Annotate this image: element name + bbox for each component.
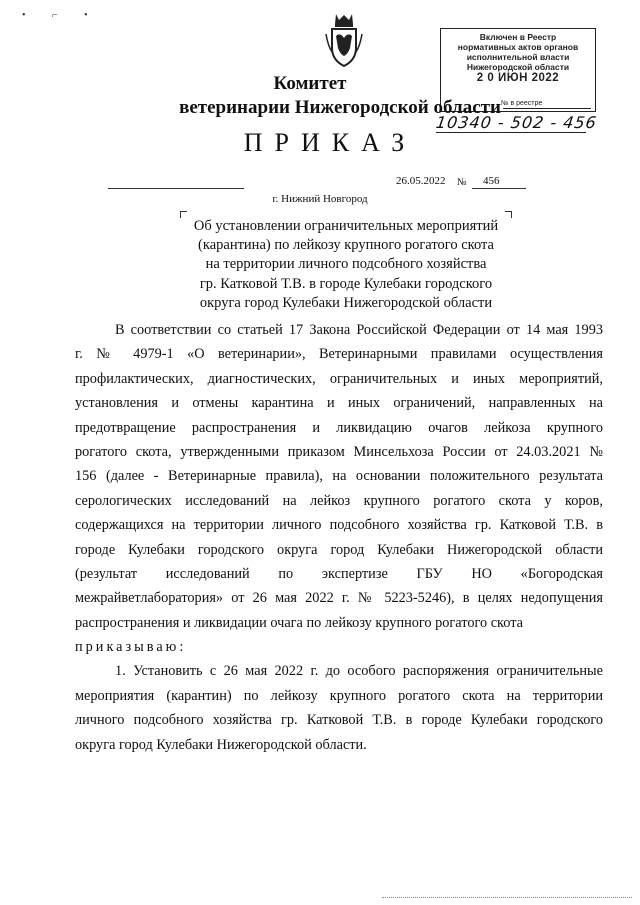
document-type-title: ПРИКАЗ	[243, 128, 417, 157]
body-line: серологических исследований на лейкоз крупного рогатого скота у коров,	[75, 492, 603, 509]
footer-scan-line	[382, 897, 632, 898]
city-name: г. Нижний Новгород	[272, 193, 368, 205]
order-subject	[180, 217, 512, 313]
body-line: В соответствии со статьей 17 Закона Российской Федерации от 14 мая 1993	[115, 322, 603, 338]
item1-line: мероприятия (карантин) по лейкозу крупного рогатого скота на территории	[75, 687, 603, 704]
body-line: (результат исследований по экспертизе ГБУ НО «Богородская	[75, 565, 603, 582]
stamp-date: 2 0 ИЮН 2022	[476, 72, 560, 84]
subject-line: (карантина) по лейкозу крупного рогатого скота	[198, 237, 494, 254]
subject-line: гр. Катковой Т.В. в городе Кулебаки городского	[199, 275, 493, 292]
item1-line: 1. Установить с 26 мая 2022 г. до особого распоряжения ограничительные	[115, 663, 603, 680]
organization-name-line1: Комитет	[273, 73, 347, 94]
order-word: приказываю:	[75, 639, 187, 656]
registry-number: 10340 - 502 - 456	[434, 113, 599, 132]
stamp-reg-underline	[503, 108, 591, 109]
body-line: городе Кулебаки городского округа город Кулебаки Нижегородской области	[75, 541, 603, 558]
item1-line: личного подсобного хозяйства гр. Катковой Т.В. в городе Кулебаки городского	[75, 712, 603, 729]
body-line: 156 (далее - Ветеринарные правила), на основании положительного результата	[75, 468, 603, 485]
coat-of-arms-icon	[322, 12, 366, 68]
body-line: распространения и ликвидации очага по лейкозу крупного рогатого скота	[75, 614, 524, 631]
subject-line: на территории личного подсобного хозяйства	[205, 256, 487, 273]
stamp-line: нормативных актов органов	[457, 42, 579, 52]
stamp-line: Нижегородской области	[466, 62, 570, 72]
organization-name-line2: ветеринарии Нижегородской области	[179, 97, 501, 118]
subject-line: округа город Кулебаки Нижегородской области	[199, 294, 493, 311]
order-number-label: №	[457, 177, 467, 188]
body-line: содержащихся на территории личного подсобного хозяйства гр. Катковой Т.В. в	[75, 517, 603, 534]
body-line: г. № 4979-1 «О ветеринарии», Ветеринарными правилами осуществления	[75, 346, 603, 363]
body-line: предотвращение распространения и ликвидацию очагов лейкоза крупного	[75, 419, 603, 436]
order-date: 26.05.2022	[396, 175, 446, 187]
body-line: рогатого скота, утвержденными приказом Минсельхоза России от 24.03.2021 №	[75, 443, 603, 460]
order-number: 456	[483, 175, 500, 187]
stamp-line: исполнительной власти	[466, 52, 570, 62]
body-line: межрайветлаборатория» от 26 мая 2022 г. № 5223-5246), в целях недопущения	[75, 590, 603, 607]
order-body	[75, 318, 603, 757]
item1-line: округа город Кулебаки Нижегородской области.	[75, 736, 367, 753]
stamp-line: Включен в Реестр	[479, 32, 557, 42]
blank-date-line	[108, 188, 244, 189]
subject-line: Об установлении ограничительных мероприятий	[193, 218, 499, 234]
stamp-reg-label: № в реестре	[501, 100, 543, 107]
body-line: установления и отмены карантина и иных ограничений, направленных на	[75, 395, 603, 412]
scan-artifact-marks: • ⌐ •	[22, 10, 100, 21]
body-line: профилактических, диагностических, ограничительных и иных мероприятий,	[75, 370, 603, 387]
order-number-underline	[472, 188, 526, 189]
